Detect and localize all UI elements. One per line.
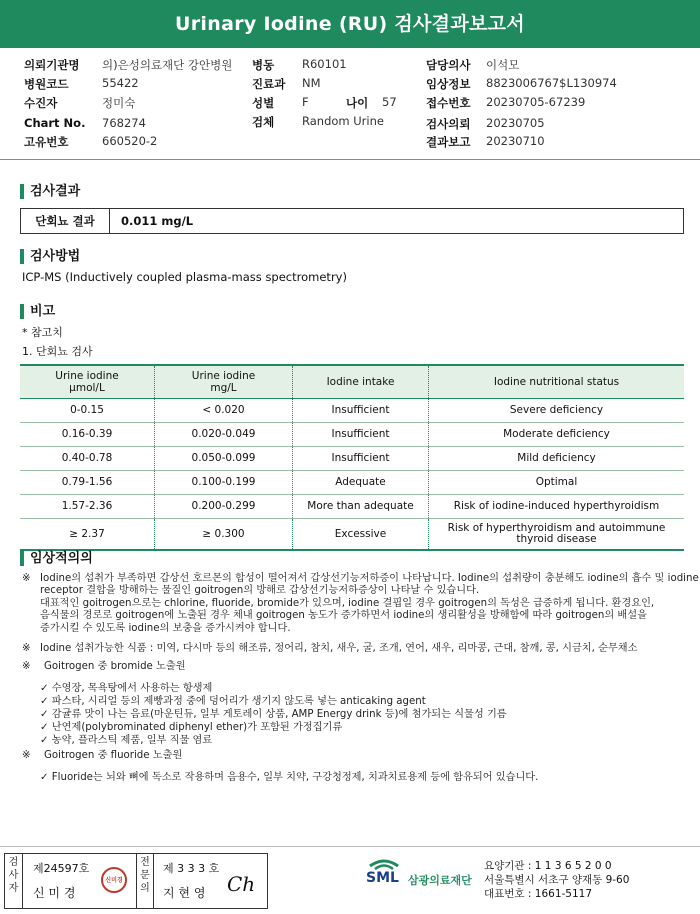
fluoride-item: ✓ Fluoride는 뇌와 뼈에 독소로 작용하며 음용수, 일부 치약, 구강청정제, 치과치료용제 등에 함유되어 있습니다. bbox=[40, 772, 539, 783]
receipt-label: 접수번호 bbox=[426, 96, 471, 110]
section-title-remarks: 비고 bbox=[20, 304, 55, 319]
tester-label: 검사자 bbox=[5, 854, 23, 908]
unique-value: 660520-2 bbox=[102, 134, 158, 148]
table-cell: Risk of iodine-induced hyperthyroidism bbox=[429, 495, 685, 519]
table-cell: Insufficient bbox=[293, 447, 429, 471]
receiver-value: 정미숙 bbox=[102, 96, 136, 110]
signature-box bbox=[4, 853, 268, 909]
sex-value: F bbox=[302, 95, 309, 109]
reference-note: * 참고치 bbox=[22, 326, 63, 339]
specimen-value: Random Urine bbox=[302, 114, 384, 128]
table-cell: 0.16-0.39 bbox=[20, 423, 155, 447]
table-cell: 0.020-0.049 bbox=[155, 423, 293, 447]
note-mark: ※ bbox=[22, 643, 31, 654]
receiver-label: 수진자 bbox=[24, 96, 58, 110]
specialist-license: 제 3 3 3 호 bbox=[163, 862, 220, 875]
chart-value: 768274 bbox=[102, 116, 146, 130]
dept-label: 진료과 bbox=[252, 77, 286, 91]
table-row bbox=[20, 495, 684, 519]
bromide-item: ✓ 수영장, 목욕탕에서 사용하는 항생제 bbox=[40, 683, 213, 694]
divider bbox=[0, 159, 700, 160]
age-value: 57 bbox=[382, 95, 397, 109]
section-title-clinical: 임상적의의 bbox=[20, 551, 93, 566]
clinical-paragraph-1 bbox=[22, 573, 699, 637]
bromide-item: ✓ 파스타, 시리얼 등의 제빵과정 중에 덩어리가 생기지 않도록 넣는 anticaking agent bbox=[40, 696, 426, 707]
address: 서울특별시 서초구 양재동 9-60 bbox=[484, 874, 630, 886]
ward-label: 병동 bbox=[252, 58, 275, 72]
tester-seal: 신미경 bbox=[101, 867, 127, 893]
section-title-method: 검사방법 bbox=[20, 249, 80, 264]
table-row bbox=[20, 423, 684, 447]
bromide-item: ✓ 감귤류 맛이 나는 음료(마운틴듀, 일부 게토레이 상품, AMP Energy drink 등)에 첨가되는 식물성 기름 bbox=[40, 709, 507, 720]
table-cell: Optimal bbox=[429, 471, 685, 495]
clinical-line: receptor 결합을 방해하는 물질인 goitrogen의 방해로 갑상선기능저하증상이 나타날 수 있습니다. bbox=[40, 585, 480, 597]
table-cell: 0-0.15 bbox=[20, 399, 155, 423]
institution-value: 의)은성의료재단 강안병원 bbox=[102, 58, 233, 72]
chart-label: Chart No. bbox=[24, 116, 86, 130]
table-cell: 0.79-1.56 bbox=[20, 471, 155, 495]
table-row bbox=[20, 447, 684, 471]
col-header-umol: Urine iodine μmol/L bbox=[20, 365, 155, 399]
table-row bbox=[20, 399, 684, 423]
table-row bbox=[20, 519, 684, 551]
ward-value: R60101 bbox=[302, 57, 347, 71]
clinical-line: Iodine 섭취가능한 식품 : 미역, 다시마 등의 해조류, 정어리, 참치, 새우, 굴, 조개, 연어, 새우, 리마콩, 근대, 참깨, 콩, 시금치, 순무채소 bbox=[40, 643, 638, 654]
institution-code: 요양기관 : 1 1 3 6 5 2 0 0 bbox=[484, 860, 612, 872]
table-cell: 0.200-0.299 bbox=[155, 495, 293, 519]
specimen-label: 검체 bbox=[252, 115, 275, 129]
specialist-label: 전문의 bbox=[136, 854, 154, 908]
age-label: 나이 bbox=[346, 96, 369, 110]
sex-label: 성별 bbox=[252, 96, 275, 110]
clinical-line: Goitrogen 중 fluoride 노출원 bbox=[44, 750, 183, 761]
reference-item: 1. 단회뇨 검사 bbox=[22, 345, 93, 358]
doctor-label: 담당의사 bbox=[426, 58, 471, 72]
unique-label: 고유번호 bbox=[24, 135, 69, 149]
clinical-line: 대표적인 goitrogen으로는 chlorine, fluoride, bromide가 있으며, iodine 결핍일 경우 goitrogen의 독성은 급증하게 됩니다. 환경요인, bbox=[40, 597, 655, 609]
hospital-code-value: 55422 bbox=[102, 76, 139, 90]
table-cell: Insufficient bbox=[293, 423, 429, 447]
clinical-line: Goitrogen 중 bromide 노출원 bbox=[44, 661, 186, 672]
table-cell: Insufficient bbox=[293, 399, 429, 423]
doctor-value: 이석모 bbox=[486, 58, 520, 72]
institution-label: 의뢰기관명 bbox=[24, 58, 80, 72]
table-cell: Moderate deficiency bbox=[429, 423, 685, 447]
table-cell: ≥ 2.37 bbox=[20, 519, 155, 551]
clinical-paragraph-4 bbox=[22, 750, 692, 764]
table-row bbox=[20, 471, 684, 495]
sml-logo bbox=[366, 856, 472, 894]
specialist-signature: Ch bbox=[227, 872, 256, 896]
hospital-code-label: 병원코드 bbox=[24, 77, 69, 91]
sml-logo-text: SML bbox=[366, 870, 399, 886]
col-header-intake: Iodine intake bbox=[293, 365, 429, 399]
table-cell: ≥ 0.300 bbox=[155, 519, 293, 551]
report-title: Urinary Iodine (RU) 검사결과보고서 bbox=[0, 0, 700, 48]
table-cell: Severe deficiency bbox=[429, 399, 685, 423]
report-value: 20230710 bbox=[486, 134, 545, 148]
org-name: 삼광의료재단 bbox=[408, 874, 472, 887]
table-cell: Adequate bbox=[293, 471, 429, 495]
col-header-status: Iodine nutritional status bbox=[429, 365, 685, 399]
result-box bbox=[20, 208, 684, 234]
table-cell: 0.050-0.099 bbox=[155, 447, 293, 471]
request-label: 검사의뢰 bbox=[426, 117, 471, 131]
tester-license: 제24597호 bbox=[33, 862, 90, 875]
clinical-line: 음식물의 경로로 goitrogen에 노출된 경우 체내 goitrogen 농도가 증가하면서 iodine의 생리활성을 방해함에 따라 goitrogen의 배설을 bbox=[40, 610, 647, 622]
table-header-row bbox=[20, 365, 684, 399]
clinical-line: Iodine의 섭취가 부족하면 갑상선 호르몬의 합성이 떨어져서 갑상선기능저하증이 나타납니다. Iodine의 섭취량이 충분해도 iodine의 흡수 및 iodine bbox=[40, 573, 699, 584]
bromide-item: ✓ 난연제(polybrominated diphenyl ether)가 포함된 가정집기류 bbox=[40, 722, 343, 733]
table-cell: 0.40-0.78 bbox=[20, 447, 155, 471]
table-cell: Risk of hyperthyroidism and autoimmune thyroid disease bbox=[429, 519, 685, 551]
note-mark: ※ bbox=[22, 661, 31, 672]
table-cell: < 0.020 bbox=[155, 399, 293, 423]
clinical-info-label: 임상정보 bbox=[426, 77, 471, 91]
table-cell: Excessive bbox=[293, 519, 429, 551]
clinical-info-value: 8823006767$L130974 bbox=[486, 76, 617, 90]
bromide-item: ✓ 농약, 플라스틱 제품, 일부 직물 염료 bbox=[40, 735, 213, 746]
footer-divider bbox=[0, 846, 700, 847]
result-value: 0.011 mg/L bbox=[121, 214, 194, 228]
method-text: ICP-MS (Inductively coupled plasma-mass spectrometry) bbox=[22, 270, 347, 284]
report-label: 결과보고 bbox=[426, 135, 471, 149]
clinical-line: 증가시킬 수 있도록 iodine의 보충을 증가시켜야 합니다. bbox=[40, 622, 291, 634]
section-title-result: 검사결과 bbox=[20, 184, 80, 199]
clinical-paragraph-2 bbox=[22, 643, 692, 657]
clinical-paragraph-3 bbox=[22, 661, 692, 675]
phone: 대표번호 : 1661-5117 bbox=[484, 888, 593, 900]
note-mark: ※ bbox=[22, 573, 31, 584]
specialist-name: 지 현 영 bbox=[163, 886, 206, 900]
dept-value: NM bbox=[302, 76, 321, 90]
table-cell: Mild deficiency bbox=[429, 447, 685, 471]
request-value: 20230705 bbox=[486, 116, 545, 130]
table-cell: More than adequate bbox=[293, 495, 429, 519]
table-cell: 1.57-2.36 bbox=[20, 495, 155, 519]
reference-table bbox=[20, 364, 684, 551]
note-mark: ※ bbox=[22, 750, 31, 761]
result-label: 단회뇨 결과 bbox=[21, 209, 110, 233]
table-cell: 0.100-0.199 bbox=[155, 471, 293, 495]
receipt-value: 20230705-67239 bbox=[486, 95, 586, 109]
col-header-mg: Urine iodine mg/L bbox=[155, 365, 293, 399]
tester-name: 신 미 경 bbox=[33, 886, 76, 900]
